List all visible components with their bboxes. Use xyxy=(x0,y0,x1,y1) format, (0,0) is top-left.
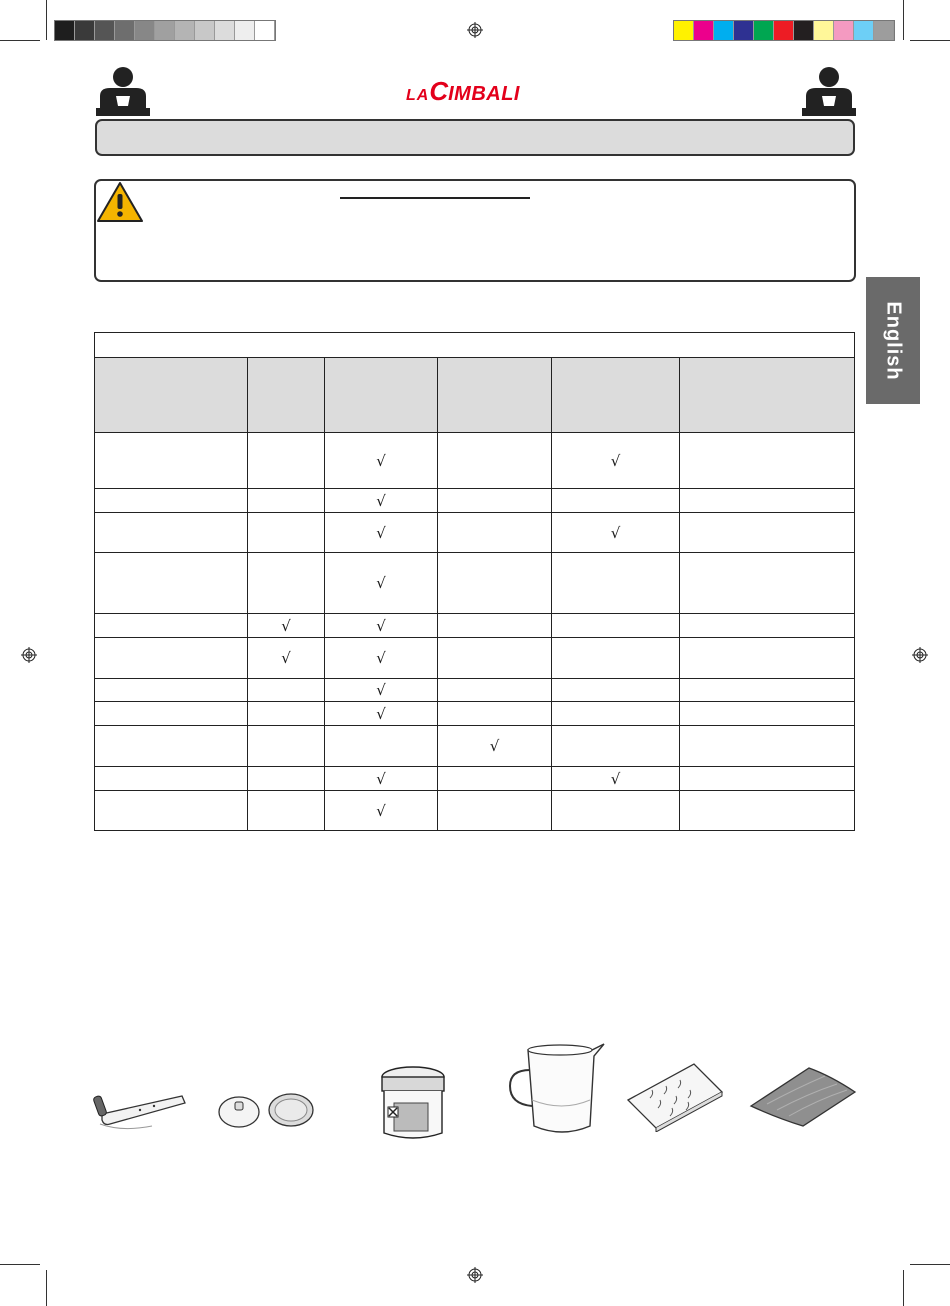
table-cell xyxy=(680,614,855,638)
check-mark: √ xyxy=(610,769,621,788)
check-mark: √ xyxy=(376,523,386,542)
registration-target-icon xyxy=(467,22,483,38)
table-row xyxy=(95,614,855,638)
table-cell xyxy=(95,489,248,513)
color-swatch xyxy=(794,21,814,40)
table-cell xyxy=(552,614,680,638)
crop-mark xyxy=(903,0,904,40)
table-cell xyxy=(248,791,325,831)
microfiber-cloth-icon xyxy=(747,1064,859,1128)
detergent-jar-icon xyxy=(380,1063,446,1143)
color-swatch xyxy=(235,21,255,40)
check-mark: √ xyxy=(376,649,386,667)
color-calibration-bar-grayscale xyxy=(54,20,276,41)
table-cell xyxy=(552,679,680,702)
check-mark: √ xyxy=(376,491,386,510)
color-swatch xyxy=(714,21,734,40)
color-swatch xyxy=(75,21,95,40)
table-cell xyxy=(438,702,552,726)
table-cell xyxy=(680,489,855,513)
registration-target-icon xyxy=(467,1267,483,1283)
registration-target-icon xyxy=(21,647,37,663)
table-cell xyxy=(680,553,855,614)
table-cell xyxy=(248,433,325,489)
table-cell xyxy=(438,726,552,767)
table-cell xyxy=(325,702,438,726)
table-cell xyxy=(552,638,680,679)
table-cell xyxy=(438,614,552,638)
table-cell xyxy=(248,489,325,513)
barista-icon xyxy=(802,66,856,118)
color-swatch xyxy=(674,21,694,40)
color-swatch xyxy=(874,21,894,40)
crop-mark xyxy=(46,1270,47,1306)
color-swatch xyxy=(255,21,275,40)
table-cell xyxy=(325,433,438,489)
header-cell xyxy=(552,358,680,433)
table-cell xyxy=(95,791,248,831)
color-calibration-bar-cmyk xyxy=(673,20,895,41)
table-cell xyxy=(438,553,552,614)
table-cell xyxy=(248,702,325,726)
table-cell xyxy=(552,791,680,831)
table-row xyxy=(95,702,855,726)
table-cell xyxy=(680,702,855,726)
cleaning-cloth-icon xyxy=(624,1060,724,1132)
crop-mark xyxy=(910,1264,950,1265)
table-cell xyxy=(95,553,248,614)
check-mark: √ xyxy=(376,681,386,699)
crop-mark xyxy=(0,40,40,41)
table-row xyxy=(95,513,855,553)
table-row xyxy=(95,638,855,679)
check-mark: √ xyxy=(376,769,386,788)
table-cell xyxy=(248,767,325,791)
table-row xyxy=(95,767,855,791)
color-swatch xyxy=(115,21,135,40)
color-swatch xyxy=(814,21,834,40)
table-cell xyxy=(552,513,680,553)
header-cell xyxy=(680,358,855,433)
table-cell xyxy=(325,679,438,702)
warning-box xyxy=(94,179,856,282)
table-cell xyxy=(552,726,680,767)
table-cell xyxy=(325,767,438,791)
table-cell xyxy=(325,553,438,614)
table-title-cell xyxy=(95,333,855,358)
table-cell xyxy=(552,702,680,726)
registration-target-icon xyxy=(912,647,928,663)
warning-heading-underline xyxy=(340,197,530,199)
table-cell xyxy=(680,726,855,767)
table-row xyxy=(95,726,855,767)
table-title-row xyxy=(95,333,855,358)
check-mark: √ xyxy=(281,616,291,635)
color-swatch xyxy=(195,21,215,40)
table-cell xyxy=(248,638,325,679)
brand-logo: LACIMBALI xyxy=(406,76,520,106)
table-row xyxy=(95,679,855,702)
header-cell xyxy=(438,358,552,433)
table-cell xyxy=(248,513,325,553)
table-cell xyxy=(325,513,438,553)
table-cell xyxy=(680,513,855,553)
table-cell xyxy=(95,638,248,679)
table-cell xyxy=(438,433,552,489)
table-cell xyxy=(248,726,325,767)
measuring-jug-icon xyxy=(506,1042,606,1138)
color-swatch xyxy=(754,21,774,40)
table-cell xyxy=(680,767,855,791)
table-cell xyxy=(95,679,248,702)
table-cell xyxy=(438,791,552,831)
table-cell xyxy=(680,679,855,702)
color-swatch xyxy=(694,21,714,40)
table-row xyxy=(95,433,855,489)
table-cell xyxy=(95,513,248,553)
crop-mark xyxy=(46,0,47,40)
table-cell xyxy=(248,553,325,614)
table-cell xyxy=(680,791,855,831)
check-mark: √ xyxy=(610,451,621,470)
check-mark: √ xyxy=(376,801,386,820)
color-swatch xyxy=(55,21,75,40)
check-mark: √ xyxy=(376,574,386,592)
table-cell xyxy=(438,767,552,791)
table-cell xyxy=(248,679,325,702)
color-swatch xyxy=(155,21,175,40)
color-swatch xyxy=(215,21,235,40)
table-cell xyxy=(438,513,552,553)
check-mark: √ xyxy=(610,523,621,542)
table-cell xyxy=(248,614,325,638)
check-mark: √ xyxy=(281,649,291,667)
table-cell xyxy=(95,767,248,791)
table-cell xyxy=(680,638,855,679)
table-cell xyxy=(325,614,438,638)
color-swatch xyxy=(734,21,754,40)
table-row xyxy=(95,791,855,831)
table-header-row xyxy=(95,358,855,433)
check-mark: √ xyxy=(376,704,386,723)
color-swatch xyxy=(834,21,854,40)
table-cell xyxy=(95,433,248,489)
table-cell xyxy=(325,726,438,767)
table-cell xyxy=(95,614,248,638)
header-cell xyxy=(325,358,438,433)
color-swatch xyxy=(774,21,794,40)
check-mark: √ xyxy=(376,451,386,470)
color-swatch xyxy=(135,21,155,40)
table-cell xyxy=(552,767,680,791)
table-cell xyxy=(552,433,680,489)
table-cell xyxy=(438,489,552,513)
table-row xyxy=(95,553,855,614)
table-cell xyxy=(325,791,438,831)
color-swatch xyxy=(854,21,874,40)
table-cell xyxy=(95,726,248,767)
table-cell xyxy=(438,638,552,679)
filter-brush-icon xyxy=(92,1088,188,1134)
language-tab[interactable]: English xyxy=(866,277,920,404)
maintenance-table xyxy=(94,332,855,831)
table-row xyxy=(95,489,855,513)
color-swatch xyxy=(95,21,115,40)
table-cell xyxy=(680,433,855,489)
warning-triangle-icon xyxy=(96,181,144,223)
table-cell xyxy=(95,702,248,726)
crop-mark xyxy=(910,40,950,41)
barista-icon xyxy=(96,66,150,118)
table-cell xyxy=(552,553,680,614)
crop-mark xyxy=(0,1264,40,1265)
table-cell xyxy=(325,489,438,513)
header-cell xyxy=(95,358,248,433)
table-cell xyxy=(552,489,680,513)
header-cell xyxy=(248,358,325,433)
section-title-bar xyxy=(95,119,855,156)
check-mark: √ xyxy=(489,737,500,755)
blind-filter-discs-icon xyxy=(217,1090,315,1130)
table-cell xyxy=(325,638,438,679)
table-cell xyxy=(438,679,552,702)
check-mark: √ xyxy=(376,616,386,635)
crop-mark xyxy=(903,1270,904,1306)
color-swatch xyxy=(175,21,195,40)
